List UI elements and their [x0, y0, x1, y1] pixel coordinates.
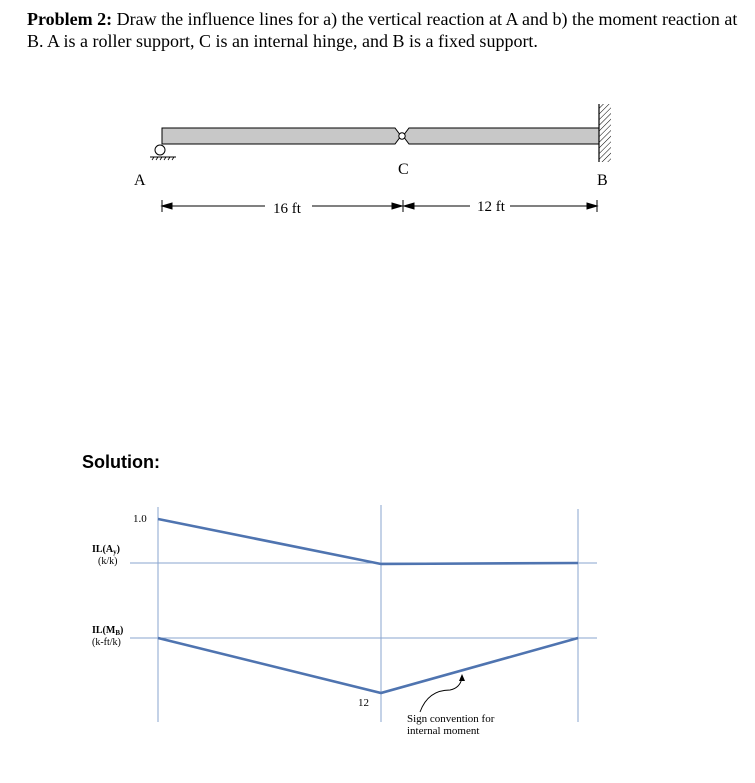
- dimension-label-16ft: 16 ft: [273, 201, 301, 217]
- il-mb-curve: [158, 638, 578, 693]
- roller-support-a: [150, 145, 176, 160]
- label-c: C: [398, 161, 409, 178]
- hinge-c: [399, 133, 405, 139]
- problem-label: Problem 2:: [27, 9, 113, 29]
- sign-convention-arrowhead: [459, 674, 465, 681]
- note-line-2: internal moment: [407, 725, 480, 737]
- label-a: A: [134, 172, 146, 189]
- beam-figure: [134, 104, 611, 217]
- il-ay-units: (k/k): [98, 556, 118, 567]
- influence-line-diagrams: [92, 505, 597, 737]
- beam-segment-cb: [403, 128, 599, 144]
- dimension-label-12ft: 12 ft: [477, 199, 505, 215]
- il-mb-title: $IL(M_B)$: [92, 625, 124, 637]
- label-b: B: [597, 172, 608, 189]
- fixed-support-b: [599, 104, 611, 162]
- problem-text: Draw the influence lines for a) the vertical reaction at A and b) the moment reaction at B. A is a roller support, C is an internal hinge, and B is a fixed support.: [27, 9, 738, 51]
- il-ay-curve: [158, 519, 578, 564]
- sign-convention-arrow: [420, 678, 462, 712]
- value-label-mb: 12: [358, 697, 369, 709]
- note-line-1: Sign convention for: [407, 713, 495, 725]
- il-mb-units: (k-ft/k): [92, 637, 121, 648]
- beam-segment-ac: [162, 128, 401, 144]
- il-ay-title: $IL(A_y)$: [92, 544, 120, 556]
- dimension-line: [162, 200, 597, 212]
- solution-heading: Solution:: [82, 452, 160, 472]
- value-label-ay: 1.0: [133, 513, 147, 525]
